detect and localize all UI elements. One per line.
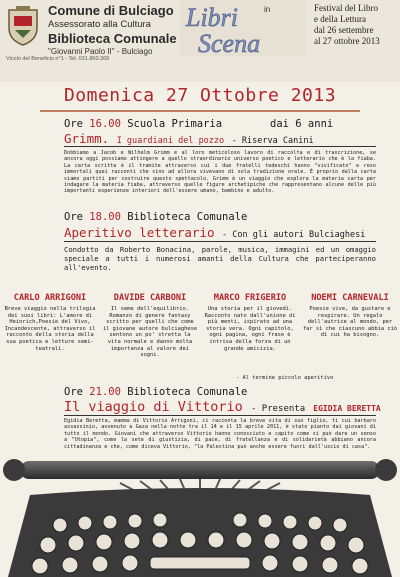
event1-schedule <box>64 118 222 130</box>
event2-time: 18.00 <box>89 211 121 223</box>
author-card <box>102 293 198 359</box>
author-blurb: Il seme dell'equilibrio. Romanzo di genere fantasy scritto per quelli che come il giovane autore bulciaghese sentono un po' stretta la vita normale e danno molta importanza al valore dei sogni. <box>102 306 198 359</box>
festival-dates <box>314 3 400 47</box>
author-card <box>2 293 98 352</box>
festival-line: dal 26 settembre <box>314 25 374 35</box>
author-blurb: Una storia per il giovedì. Racconto nato dall'unione di più menti, ispirato ad una storia vera. Ogni capitolo, ogni pagina, ogni frase è intrisa della forza di un grande amicizia. <box>204 306 296 352</box>
ore-label: Ore <box>64 211 83 223</box>
library-name: Biblioteca Comunale <box>48 31 177 46</box>
assessorato-label: Assessorato alla Cultura <box>48 19 151 30</box>
platen-knob-left <box>3 459 25 481</box>
event3-presenta: - Presenta <box>250 404 306 414</box>
author-name: DAVIDE CARBONI <box>113 293 187 303</box>
event2-place: Biblioteca Comunale <box>127 211 248 223</box>
event2-subtitle: - Con gli autori Bulciaghesi <box>222 230 366 240</box>
library-dedication: "Giovanni Paolo II" - Bulciago <box>48 47 153 56</box>
author-name: NOEMI CARNEVALI <box>311 293 389 303</box>
logo-word-libri: Libri <box>186 3 239 32</box>
author-name: MARCO FRIGERIO <box>213 293 287 303</box>
event2-schedule <box>64 211 247 223</box>
event1-title-line <box>64 131 314 146</box>
event1-place: Scuola Primaria <box>127 118 223 130</box>
event3-presenter: EGIDIA BERETTA <box>313 404 381 413</box>
credit-mark: n1.co <box>368 466 384 472</box>
author-blurb: Breve viaggio nella trilogia dei suoi libri: L'amore di Heinrich,Poesie del Vivo, Incandescente, attraverso il racconto della storia della sua poetica e letture semi-teatrali. <box>4 306 96 352</box>
event3-schedule <box>64 386 247 398</box>
event1-description: Dobbiamo a Jacob e Wilhelm Grimm e al loro meticoloso lavoro di raccolta e di trascrizione, se ancora oggi possiamo attingere a quello straordinario universo poetico e letterario che è la fiaba. La carta scritta è il tramite attraverso cui i due fratelli tedeschi hanno "vivificato" e reso immortali quei racconti che sino ad allora vivevano di sola tradizione orale. È proprio dalla carta siamo partiti per costruire questo spettacolo. Grimm è un viaggio che esplora la materia carta per indagare la materia fiaba, attraverso quelle figure archetipiche che rappresentano alcune delle più importanti esperienze interiori dell'essere umano, bambino e adulto. <box>64 150 376 195</box>
aperitivo-note: - Al termine piccolo aperitivo <box>236 375 334 381</box>
ore-label: Ore <box>64 386 83 398</box>
event1-subtitle: I guardiani del pozzo <box>116 136 225 146</box>
festival-line: e della Lettura <box>314 14 366 24</box>
event3-title-line <box>64 399 381 415</box>
author-card <box>202 293 298 352</box>
typewriter-illustration <box>0 455 400 577</box>
space-bar <box>150 557 250 569</box>
event3-title: Il viaggio di Vittorio <box>64 399 243 415</box>
author-blurb: Poesie vive, da gustare e respirare. Un regalo dell'autrice al mondo, per far sì che ciascuno abbia ciò di cui ha bisogno. <box>302 306 398 339</box>
platen-roller <box>20 461 380 479</box>
event-date: Domenica 27 Ottobre 2013 <box>63 85 337 106</box>
commune-name: Comune di Bulciago <box>48 3 174 18</box>
event2-title-line <box>64 225 365 240</box>
event1-time: 16.00 <box>89 118 121 130</box>
ore-label: Ore <box>64 118 83 130</box>
festival-line: al 27 ottobre 2013 <box>314 36 380 46</box>
festival-line: Festival del Libro <box>314 3 378 13</box>
logo-word-scena: Scena <box>198 29 261 56</box>
library-address: Vicolo del Beneficio n°1 - Tel. 031.860.368 <box>6 56 110 62</box>
event3-rule <box>64 415 376 416</box>
event3-time: 21.00 <box>89 386 121 398</box>
event2-rule <box>64 241 376 242</box>
event3-description: Egidia Beretta, mamma di Vittorio Arrigoni, ci racconta la breve vita di suo figlio, ti cui barbaro assassinio, avvenuto a Gaza nella notte tra il 14 e il 15 aprile 2011, è stato pianto dai giovani di tutto il mondo. Giovani che attraverso Vittorio hanno conosciuto e capito come si può dare un senso a "Utopia", come la sete di giustizia, di pace, di fratellanza e di solidarietà abbiano ancora cittadinanza e che, come diceva Vittorio, "la Palestina può anche essere fuori dall'uscio di casa". <box>64 418 376 450</box>
event1-title: Grimm. <box>64 131 110 146</box>
header <box>0 0 400 82</box>
author-name: CARLO ARRIGONI <box>13 293 87 303</box>
event1-rule <box>64 146 376 147</box>
coat-of-arms-icon <box>6 6 40 46</box>
event1-age: dai 6 anni <box>270 118 334 130</box>
date-underline <box>40 110 360 112</box>
libri-in-scena-logo <box>180 0 306 56</box>
author-card <box>302 293 398 339</box>
logo-word-in: in <box>264 5 271 14</box>
event1-company: - Riserva Canini <box>231 136 314 146</box>
event2-description: Condotto da Roberto Bonacina, parole, musica, immagini ed un omaggio speciale a tutti i numerosi amanti della Cultura che parteciperanno all'evento. <box>64 245 376 272</box>
event3-place: Biblioteca Comunale <box>127 386 248 398</box>
event2-title: Aperitivo letterario <box>64 225 215 240</box>
